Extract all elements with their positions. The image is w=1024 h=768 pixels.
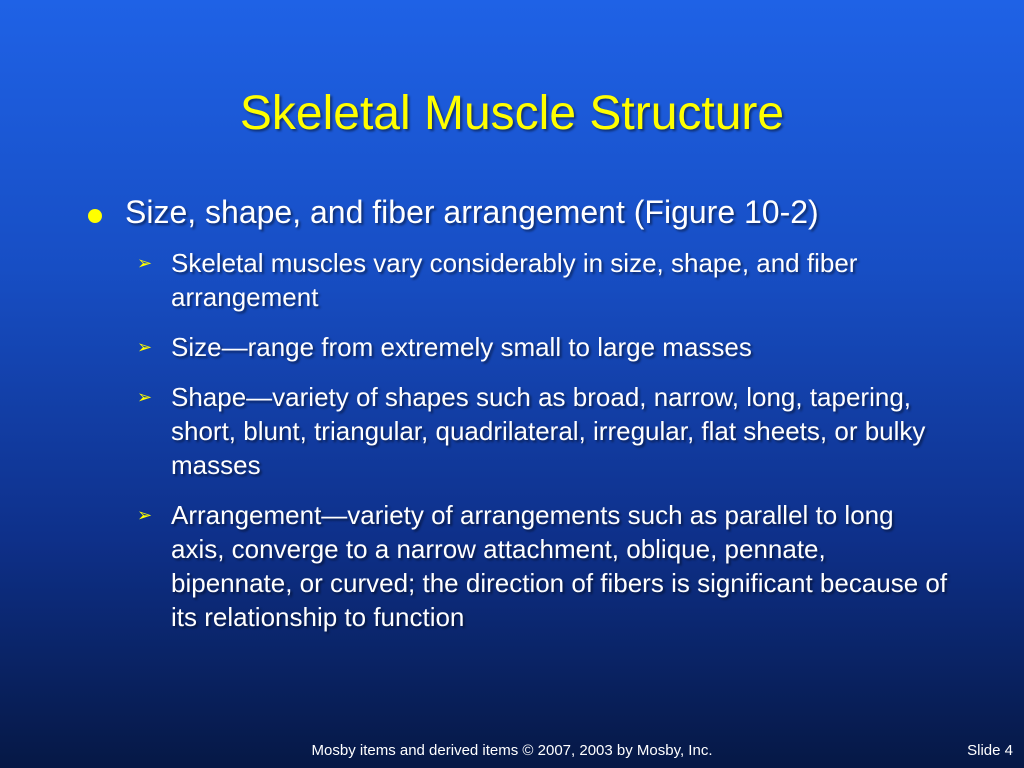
sub-bullet-item <box>137 498 948 634</box>
main-bullet-text: Size, shape, and fiber arrangement (Figure 10-2) <box>125 194 819 230</box>
round-bullet-icon <box>88 209 102 223</box>
copyright-text: Mosby items and derived items © 2007, 2003 by Mosby, Inc. <box>311 742 713 759</box>
slide-content <box>88 192 948 650</box>
sub-bullet-item <box>137 380 948 482</box>
sub-bullet-text: Arrangement—variety of arrangements such as parallel to long axis, converge to a narrow attachment, oblique, pennate, bipennate, or curved; the direction of fibers is significant because of its relationship to function <box>171 500 948 632</box>
sub-bullet-text: Shape—variety of shapes such as broad, narrow, long, tapering, short, blunt, triangular, quadrilateral, irregular, flat sheets, or bulky masses <box>171 382 926 480</box>
slide-title: Skeletal Muscle Structure <box>239 87 785 140</box>
sub-bullet-text: Size—range from extremely small to large masses <box>171 332 752 362</box>
sub-bullet-item <box>137 330 948 364</box>
sub-bullet-item <box>137 246 948 314</box>
sub-bullet-list <box>137 246 948 634</box>
arrowhead-bullet-icon: ➢ <box>137 253 153 273</box>
arrowhead-bullet-icon: ➢ <box>137 387 153 407</box>
main-bullet <box>88 192 948 232</box>
arrowhead-bullet-icon: ➢ <box>137 505 153 525</box>
slide-number: Slide 4 <box>967 742 1013 759</box>
sub-bullet-text: Skeletal muscles vary considerably in size, shape, and fiber arrangement <box>171 248 858 312</box>
arrowhead-bullet-icon: ➢ <box>137 337 153 357</box>
